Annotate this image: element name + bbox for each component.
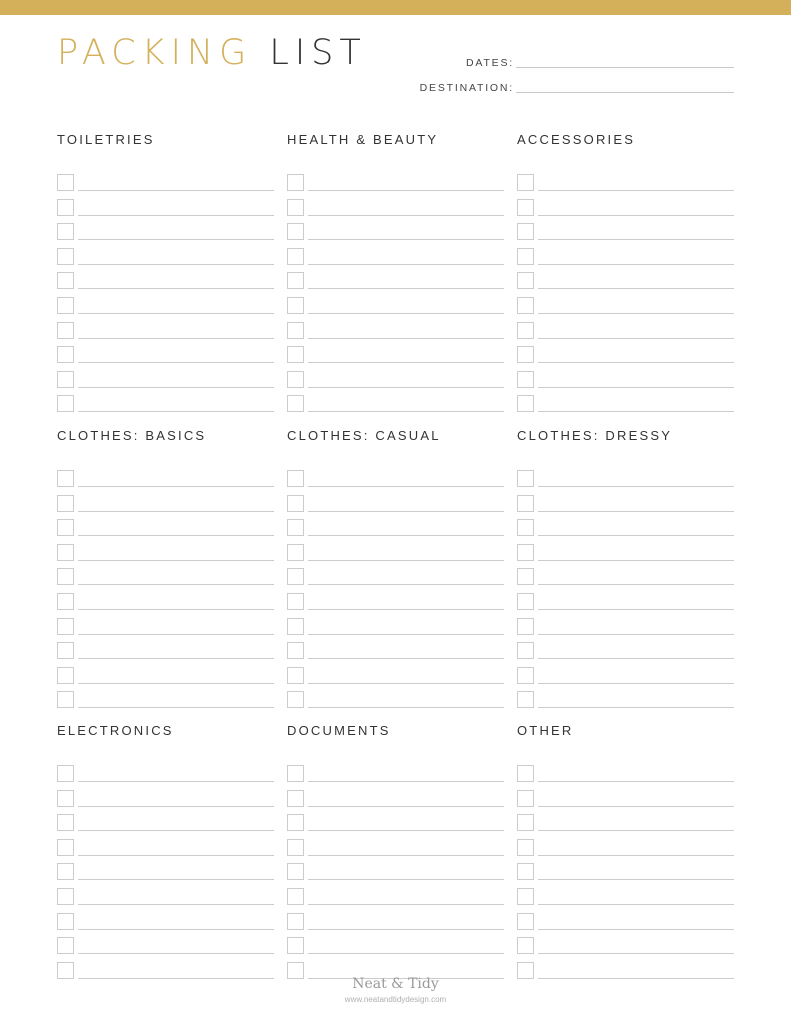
item-write-line[interactable] xyxy=(538,486,734,487)
checkbox[interactable] xyxy=(287,790,304,807)
checkbox[interactable] xyxy=(57,888,74,905)
item-write-line[interactable] xyxy=(78,781,274,782)
item-write-line[interactable] xyxy=(538,288,734,289)
item-write-line[interactable] xyxy=(308,288,504,289)
item-write-line[interactable] xyxy=(78,387,274,388)
checklist-item xyxy=(287,839,505,857)
checklist-item xyxy=(287,248,505,266)
checkbox[interactable] xyxy=(517,371,534,388)
checklist-item xyxy=(57,618,275,636)
checklist-item xyxy=(57,174,275,192)
checklist-item xyxy=(517,272,735,290)
destination-input-line[interactable] xyxy=(516,91,734,93)
checklist-item xyxy=(517,913,735,931)
item-write-line[interactable] xyxy=(78,411,274,412)
checkbox[interactable] xyxy=(57,937,74,954)
checklist-item xyxy=(517,667,735,685)
checklist-item xyxy=(517,322,735,340)
item-write-line[interactable] xyxy=(538,264,734,265)
checkbox[interactable] xyxy=(517,667,534,684)
item-write-line[interactable] xyxy=(308,387,504,388)
checkbox[interactable] xyxy=(287,322,304,339)
checkbox[interactable] xyxy=(57,495,74,512)
item-write-line[interactable] xyxy=(538,879,734,880)
item-write-line[interactable] xyxy=(538,584,734,585)
checkbox[interactable] xyxy=(57,519,74,536)
checkbox[interactable] xyxy=(287,371,304,388)
checklist-item xyxy=(57,322,275,340)
item-write-line[interactable] xyxy=(538,239,734,240)
item-write-line[interactable] xyxy=(538,781,734,782)
checkbox[interactable] xyxy=(287,519,304,536)
checklist-item xyxy=(57,544,275,562)
checklist-item xyxy=(517,765,735,783)
checklist-item xyxy=(57,371,275,389)
checkbox[interactable] xyxy=(57,297,74,314)
checkbox[interactable] xyxy=(517,642,534,659)
item-write-line[interactable] xyxy=(538,830,734,831)
checkbox[interactable] xyxy=(517,322,534,339)
item-write-line[interactable] xyxy=(78,683,274,684)
checklist-item xyxy=(57,568,275,586)
checkbox[interactable] xyxy=(517,863,534,880)
checklist-item xyxy=(287,888,505,906)
checkbox[interactable] xyxy=(57,568,74,585)
checklist-item xyxy=(517,814,735,832)
item-write-line[interactable] xyxy=(78,338,274,339)
item-write-line[interactable] xyxy=(308,904,504,905)
item-write-line[interactable] xyxy=(78,904,274,905)
checklist-item xyxy=(57,937,275,955)
item-write-line[interactable] xyxy=(308,781,504,782)
item-write-line[interactable] xyxy=(78,609,274,610)
item-write-line[interactable] xyxy=(308,239,504,240)
checklist-item xyxy=(57,470,275,488)
checkbox[interactable] xyxy=(57,199,74,216)
checkbox[interactable] xyxy=(287,495,304,512)
checkbox[interactable] xyxy=(287,888,304,905)
section-title: HEALTH & BEAUTY xyxy=(287,132,439,147)
checkbox[interactable] xyxy=(57,618,74,635)
checkbox[interactable] xyxy=(517,691,534,708)
item-write-line[interactable] xyxy=(538,362,734,363)
checklist-item xyxy=(57,223,275,241)
item-write-line[interactable] xyxy=(538,707,734,708)
checkbox[interactable] xyxy=(57,691,74,708)
item-write-line[interactable] xyxy=(78,584,274,585)
checklist-item xyxy=(287,519,505,537)
section-documents xyxy=(287,724,505,738)
checklist-item xyxy=(287,223,505,241)
checklist-item xyxy=(517,863,735,881)
checklist-item xyxy=(287,272,505,290)
item-write-line[interactable] xyxy=(538,634,734,635)
checklist-item xyxy=(517,248,735,266)
item-write-line[interactable] xyxy=(308,313,504,314)
checklist-item xyxy=(517,937,735,955)
checkbox[interactable] xyxy=(287,642,304,659)
checkbox[interactable] xyxy=(287,297,304,314)
checkbox[interactable] xyxy=(287,814,304,831)
checklist-item xyxy=(287,322,505,340)
checklist-item xyxy=(287,470,505,488)
item-write-line[interactable] xyxy=(308,609,504,610)
item-write-line[interactable] xyxy=(538,904,734,905)
checklist-item xyxy=(57,667,275,685)
item-write-line[interactable] xyxy=(308,584,504,585)
item-write-line[interactable] xyxy=(538,929,734,930)
title-packing: PACKING xyxy=(57,33,253,73)
page-title xyxy=(57,33,367,73)
checkbox[interactable] xyxy=(57,272,74,289)
checkbox[interactable] xyxy=(517,272,534,289)
item-write-line[interactable] xyxy=(308,560,504,561)
item-write-line[interactable] xyxy=(78,313,274,314)
section-health-beauty xyxy=(287,133,505,147)
checkbox[interactable] xyxy=(517,593,534,610)
checkbox[interactable] xyxy=(287,568,304,585)
section-clothes-casual xyxy=(287,429,505,443)
checklist-item xyxy=(517,593,735,611)
item-write-line[interactable] xyxy=(78,190,274,191)
item-write-line[interactable] xyxy=(78,830,274,831)
section-title: ACCESSORIES xyxy=(517,132,636,147)
item-write-line[interactable] xyxy=(308,830,504,831)
item-write-line[interactable] xyxy=(308,707,504,708)
checklist-item xyxy=(287,495,505,513)
checklist-item xyxy=(57,395,275,413)
checklist-item xyxy=(287,593,505,611)
checklist-item xyxy=(57,839,275,857)
checklist-item xyxy=(517,691,735,709)
item-write-line[interactable] xyxy=(308,338,504,339)
section-title: CLOTHES: CASUAL xyxy=(287,428,441,443)
item-write-line[interactable] xyxy=(308,855,504,856)
checklist-item xyxy=(517,642,735,660)
item-write-line[interactable] xyxy=(308,190,504,191)
checklist-item xyxy=(287,691,505,709)
checklist-item xyxy=(517,223,735,241)
checkbox[interactable] xyxy=(287,199,304,216)
section-clothes-basics xyxy=(57,429,275,443)
checkbox[interactable] xyxy=(287,839,304,856)
checkbox[interactable] xyxy=(57,863,74,880)
checklist-item xyxy=(517,618,735,636)
checklist-item xyxy=(287,568,505,586)
checkbox[interactable] xyxy=(57,642,74,659)
checklist-item xyxy=(57,765,275,783)
item-write-line[interactable] xyxy=(78,879,274,880)
item-write-line[interactable] xyxy=(78,486,274,487)
item-write-line[interactable] xyxy=(308,215,504,216)
checklist-item xyxy=(517,199,735,217)
section-toiletries xyxy=(57,133,275,147)
checklist-item xyxy=(57,642,275,660)
item-write-line[interactable] xyxy=(78,634,274,635)
section-title: OTHER xyxy=(517,723,574,738)
checkbox[interactable] xyxy=(57,248,74,265)
checklist-item xyxy=(517,395,735,413)
checkbox[interactable] xyxy=(57,395,74,412)
item-write-line[interactable] xyxy=(308,362,504,363)
checkbox[interactable] xyxy=(517,297,534,314)
checklist-item xyxy=(57,888,275,906)
checkbox[interactable] xyxy=(287,765,304,782)
checklist-item xyxy=(57,248,275,266)
checkbox[interactable] xyxy=(287,248,304,265)
item-write-line[interactable] xyxy=(538,953,734,954)
checklist-item xyxy=(57,913,275,931)
item-write-line[interactable] xyxy=(538,190,734,191)
checklist-item xyxy=(287,346,505,364)
item-write-line[interactable] xyxy=(308,683,504,684)
checkbox[interactable] xyxy=(517,888,534,905)
checklist-item xyxy=(287,667,505,685)
checkbox[interactable] xyxy=(287,593,304,610)
item-write-line[interactable] xyxy=(538,411,734,412)
item-write-line[interactable] xyxy=(78,264,274,265)
item-write-line[interactable] xyxy=(78,560,274,561)
checklist-item xyxy=(287,863,505,881)
checklist-item xyxy=(287,642,505,660)
item-write-line[interactable] xyxy=(308,953,504,954)
checkbox[interactable] xyxy=(517,248,534,265)
item-write-line[interactable] xyxy=(308,879,504,880)
checkbox[interactable] xyxy=(517,790,534,807)
checkbox[interactable] xyxy=(287,174,304,191)
checklist-item xyxy=(287,913,505,931)
checklist-item xyxy=(517,519,735,537)
checkbox[interactable] xyxy=(57,593,74,610)
item-write-line[interactable] xyxy=(78,806,274,807)
section-accessories xyxy=(517,133,735,147)
checklist-item xyxy=(287,395,505,413)
checklist-item xyxy=(57,495,275,513)
checklist-item xyxy=(57,790,275,808)
checklist-item xyxy=(517,568,735,586)
section-other xyxy=(517,724,735,738)
item-write-line[interactable] xyxy=(538,338,734,339)
checklist-item xyxy=(287,544,505,562)
checkbox[interactable] xyxy=(517,765,534,782)
item-write-line[interactable] xyxy=(308,264,504,265)
checkbox[interactable] xyxy=(517,495,534,512)
checklist-item xyxy=(287,765,505,783)
checklist-item xyxy=(57,199,275,217)
checkbox[interactable] xyxy=(517,937,534,954)
section-title: CLOTHES: DRESSY xyxy=(517,428,673,443)
item-write-line[interactable] xyxy=(78,707,274,708)
checkbox[interactable] xyxy=(517,223,534,240)
item-write-line[interactable] xyxy=(308,411,504,412)
checklist-item xyxy=(57,863,275,881)
checkbox[interactable] xyxy=(287,667,304,684)
checkbox[interactable] xyxy=(517,519,534,536)
checkbox[interactable] xyxy=(57,765,74,782)
checklist-item xyxy=(517,888,735,906)
checkbox[interactable] xyxy=(57,544,74,561)
item-write-line[interactable] xyxy=(308,658,504,659)
checkbox[interactable] xyxy=(57,223,74,240)
title-list: LIST xyxy=(269,33,367,73)
checkbox[interactable] xyxy=(57,470,74,487)
checklist-item xyxy=(517,544,735,562)
item-write-line[interactable] xyxy=(538,215,734,216)
section-title: ELECTRONICS xyxy=(57,723,174,738)
item-write-line[interactable] xyxy=(78,239,274,240)
item-write-line[interactable] xyxy=(308,929,504,930)
item-write-line[interactable] xyxy=(308,806,504,807)
checkbox[interactable] xyxy=(287,470,304,487)
checkbox[interactable] xyxy=(57,346,74,363)
checkbox[interactable] xyxy=(517,199,534,216)
item-write-line[interactable] xyxy=(78,288,274,289)
checklist-item xyxy=(517,790,735,808)
checklist-item xyxy=(287,937,505,955)
checkbox[interactable] xyxy=(517,395,534,412)
checklist-item xyxy=(57,814,275,832)
checklist-item xyxy=(517,470,735,488)
item-write-line[interactable] xyxy=(308,634,504,635)
checkbox[interactable] xyxy=(287,223,304,240)
checkbox[interactable] xyxy=(287,395,304,412)
checkbox[interactable] xyxy=(287,346,304,363)
item-write-line[interactable] xyxy=(308,535,504,536)
checkbox[interactable] xyxy=(57,371,74,388)
checkbox[interactable] xyxy=(57,174,74,191)
checkbox[interactable] xyxy=(57,322,74,339)
item-write-line[interactable] xyxy=(78,953,274,954)
checklist-item xyxy=(517,371,735,389)
checkbox[interactable] xyxy=(287,691,304,708)
checkbox[interactable] xyxy=(517,470,534,487)
checklist-item xyxy=(57,346,275,364)
checkbox[interactable] xyxy=(57,839,74,856)
checkbox[interactable] xyxy=(287,618,304,635)
checkbox[interactable] xyxy=(517,544,534,561)
checkbox[interactable] xyxy=(287,937,304,954)
dates-input-line[interactable] xyxy=(516,66,734,68)
section-clothes-dressy xyxy=(517,429,735,443)
section-title: TOILETRIES xyxy=(57,132,155,147)
checkbox[interactable] xyxy=(517,814,534,831)
checklist-item xyxy=(287,174,505,192)
checklist-item xyxy=(287,297,505,315)
checkbox[interactable] xyxy=(517,913,534,930)
dates-field[interactable] xyxy=(466,58,734,69)
checklist-item xyxy=(517,346,735,364)
checkbox[interactable] xyxy=(287,544,304,561)
destination-field[interactable] xyxy=(420,83,734,94)
item-write-line[interactable] xyxy=(538,387,734,388)
item-write-line[interactable] xyxy=(78,215,274,216)
item-write-line[interactable] xyxy=(538,535,734,536)
item-write-line[interactable] xyxy=(538,560,734,561)
checklist-item xyxy=(517,297,735,315)
checklist-item xyxy=(57,272,275,290)
section-electronics xyxy=(57,724,275,738)
item-write-line[interactable] xyxy=(78,855,274,856)
item-write-line[interactable] xyxy=(78,658,274,659)
item-write-line[interactable] xyxy=(78,362,274,363)
item-write-line[interactable] xyxy=(538,511,734,512)
checkbox[interactable] xyxy=(57,667,74,684)
item-write-line[interactable] xyxy=(538,683,734,684)
item-write-line[interactable] xyxy=(538,313,734,314)
section-title: CLOTHES: BASICS xyxy=(57,428,207,443)
checkbox[interactable] xyxy=(287,913,304,930)
destination-label: DESTINATION: xyxy=(419,82,514,94)
checklist-item xyxy=(57,519,275,537)
item-write-line[interactable] xyxy=(538,609,734,610)
checklist-item xyxy=(57,593,275,611)
item-write-line[interactable] xyxy=(78,929,274,930)
checkbox[interactable] xyxy=(57,790,74,807)
brand-url: www.neatandtidydesign.com xyxy=(344,995,447,1004)
checkbox[interactable] xyxy=(517,174,534,191)
checklist-item xyxy=(287,618,505,636)
checklist-item xyxy=(287,199,505,217)
item-write-line[interactable] xyxy=(308,511,504,512)
top-accent-bar xyxy=(0,0,791,15)
section-title: DOCUMENTS xyxy=(287,723,391,738)
checklist-item xyxy=(57,691,275,709)
item-write-line[interactable] xyxy=(78,511,274,512)
item-write-line[interactable] xyxy=(538,806,734,807)
checklist-item xyxy=(517,174,735,192)
checklist-item xyxy=(517,495,735,513)
item-write-line[interactable] xyxy=(538,658,734,659)
checkbox[interactable] xyxy=(57,814,74,831)
checklist-item xyxy=(517,839,735,857)
checklist-item xyxy=(57,297,275,315)
checkbox[interactable] xyxy=(517,618,534,635)
checklist-item xyxy=(287,790,505,808)
checkbox[interactable] xyxy=(287,272,304,289)
item-write-line[interactable] xyxy=(308,486,504,487)
checkbox[interactable] xyxy=(517,568,534,585)
brand-logo: Neat & Tidy xyxy=(352,976,439,992)
item-write-line[interactable] xyxy=(538,855,734,856)
checkbox[interactable] xyxy=(517,839,534,856)
checklist-item xyxy=(287,814,505,832)
checklist-item xyxy=(287,371,505,389)
checkbox[interactable] xyxy=(517,346,534,363)
checkbox[interactable] xyxy=(287,863,304,880)
checkbox[interactable] xyxy=(57,913,74,930)
dates-label: DATES: xyxy=(466,57,514,69)
item-write-line[interactable] xyxy=(78,535,274,536)
